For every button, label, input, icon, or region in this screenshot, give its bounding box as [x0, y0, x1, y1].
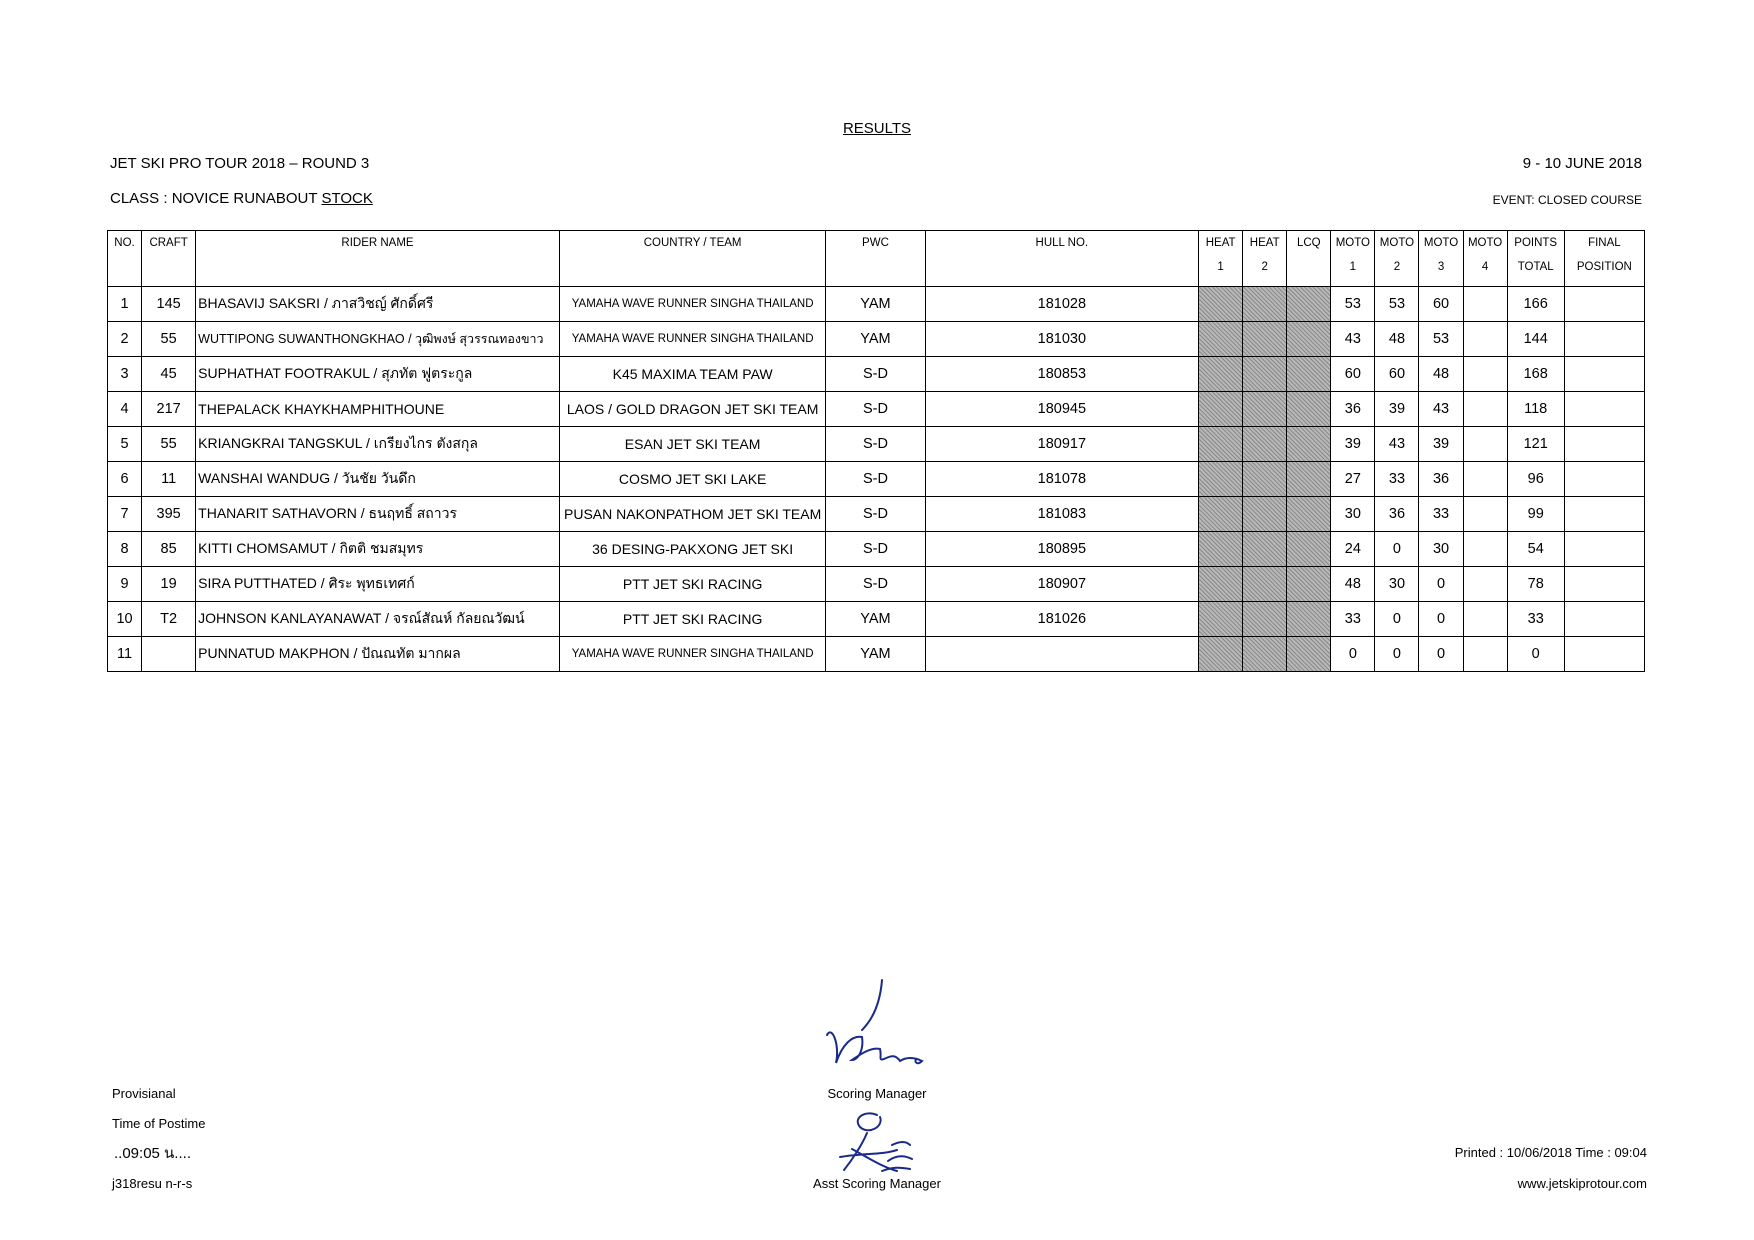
cell-hull-no: 181083 — [925, 497, 1199, 532]
cell-moto-1: 60 — [1331, 357, 1375, 392]
header-country-team: COUNTRY / TEAM — [559, 231, 826, 287]
cell-heat-2 — [1243, 392, 1287, 427]
provisional-label: Provisianal — [112, 1086, 176, 1101]
cell-points-total: 33 — [1507, 602, 1564, 637]
asst-scoring-manager-signature — [822, 1105, 932, 1177]
cell-points-total: 118 — [1507, 392, 1564, 427]
cell-heat-2 — [1243, 602, 1287, 637]
cell-no: 9 — [108, 567, 142, 602]
cell-country-team: PTT JET SKI RACING — [559, 602, 826, 637]
table-row — [108, 637, 1645, 672]
cell-pwc: S-D — [826, 532, 925, 567]
cell-heat-1 — [1199, 287, 1243, 322]
cell-final-position — [1564, 287, 1644, 322]
cell-heat-2 — [1243, 322, 1287, 357]
cell-moto-2: 0 — [1375, 637, 1419, 672]
cell-craft: 145 — [142, 287, 196, 322]
cell-moto-2: 60 — [1375, 357, 1419, 392]
cell-lcq — [1287, 567, 1331, 602]
cell-moto-2: 0 — [1375, 602, 1419, 637]
cell-points-total: 166 — [1507, 287, 1564, 322]
cell-no: 3 — [108, 357, 142, 392]
cell-moto-4 — [1463, 602, 1507, 637]
cell-pwc: YAM — [826, 602, 925, 637]
cell-lcq — [1287, 392, 1331, 427]
cell-points-total: 96 — [1507, 462, 1564, 497]
cell-lcq — [1287, 637, 1331, 672]
postime-value: ..09:05 น.... — [114, 1145, 191, 1162]
cell-moto-4 — [1463, 392, 1507, 427]
header-moto-3: MOTO 3 — [1419, 231, 1463, 287]
scoring-manager-signature — [822, 975, 932, 1085]
cell-moto-4 — [1463, 497, 1507, 532]
cell-no: 4 — [108, 392, 142, 427]
header-pwc: PWC — [826, 231, 925, 287]
cell-heat-1 — [1199, 532, 1243, 567]
table-row — [108, 567, 1645, 602]
header-moto-2: MOTO 2 — [1375, 231, 1419, 287]
cell-rider-name: THEPALACK KHAYKHAMPHITHOUNE — [196, 392, 560, 427]
cell-pwc: S-D — [826, 497, 925, 532]
table-header-row — [108, 231, 1645, 287]
header-lcq: LCQ — [1287, 231, 1331, 287]
cell-country-team: 36 DESING-PAKXONG JET SKI — [559, 532, 826, 567]
cell-pwc: YAM — [826, 637, 925, 672]
cell-country-team: LAOS / GOLD DRAGON JET SKI TEAM — [559, 392, 826, 427]
cell-craft: 55 — [142, 427, 196, 462]
cell-pwc: S-D — [826, 357, 925, 392]
cell-heat-1 — [1199, 637, 1243, 672]
cell-moto-4 — [1463, 287, 1507, 322]
cell-rider-name: PUNNATUD MAKPHON / ปัณณทัต มากผล — [196, 637, 560, 672]
cell-moto-3: 33 — [1419, 497, 1463, 532]
cell-points-total: 0 — [1507, 637, 1564, 672]
cell-moto-4 — [1463, 357, 1507, 392]
cell-final-position — [1564, 357, 1644, 392]
header-moto-1: MOTO 1 — [1331, 231, 1375, 287]
cell-hull-no — [925, 637, 1199, 672]
cell-heat-2 — [1243, 567, 1287, 602]
cell-moto-2: 53 — [1375, 287, 1419, 322]
cell-country-team: K45 MAXIMA TEAM PAW — [559, 357, 826, 392]
event-date: 9 - 10 JUNE 2018 — [1522, 155, 1642, 172]
cell-lcq — [1287, 602, 1331, 637]
cell-final-position — [1564, 602, 1644, 637]
cell-moto-1: 36 — [1331, 392, 1375, 427]
cell-lcq — [1287, 532, 1331, 567]
cell-heat-2 — [1243, 357, 1287, 392]
time-of-postime-label: Time of Postime — [112, 1116, 206, 1131]
cell-rider-name: BHASAVIJ SAKSRI / ภาสวิชญ์ ศักดิ์ศรี — [196, 287, 560, 322]
cell-country-team: PUSAN NAKONPATHOM JET SKI TEAM — [559, 497, 826, 532]
event-type: EVENT: CLOSED COURSE — [1492, 193, 1642, 207]
cell-moto-1: 33 — [1331, 602, 1375, 637]
cell-moto-4 — [1463, 532, 1507, 567]
cell-heat-1 — [1199, 462, 1243, 497]
cell-heat-1 — [1199, 497, 1243, 532]
asst-scoring-manager-label: Asst Scoring Manager — [813, 1176, 941, 1191]
cell-no: 1 — [108, 287, 142, 322]
cell-country-team: YAMAHA WAVE RUNNER SINGHA THAILAND — [559, 322, 826, 357]
cell-moto-1: 0 — [1331, 637, 1375, 672]
cell-final-position — [1564, 532, 1644, 567]
cell-heat-2 — [1243, 532, 1287, 567]
header-final-position: FINAL POSITION — [1564, 231, 1644, 287]
table-row — [108, 392, 1645, 427]
header-craft: CRAFT — [142, 231, 196, 287]
cell-hull-no: 180853 — [925, 357, 1199, 392]
cell-rider-name: SUPHATHAT FOOTRAKUL / สุภทัต ฟูตระกูล — [196, 357, 560, 392]
cell-rider-name: SIRA PUTTHATED / ศิระ พุทธเทศก์ — [196, 567, 560, 602]
postime-time: 09:05 น. — [122, 1145, 179, 1162]
cell-craft: 395 — [142, 497, 196, 532]
cell-lcq — [1287, 462, 1331, 497]
cell-hull-no: 180907 — [925, 567, 1199, 602]
cell-rider-name: WUTTIPONG SUWANTHONGKHAO / วุฒิพงษ์ สุวรรณทองขาว — [196, 322, 560, 357]
table-row — [108, 357, 1645, 392]
cell-hull-no: 180895 — [925, 532, 1199, 567]
cell-no: 5 — [108, 427, 142, 462]
cell-heat-2 — [1243, 637, 1287, 672]
cell-moto-3: 0 — [1419, 602, 1463, 637]
cell-heat-2 — [1243, 287, 1287, 322]
cell-final-position — [1564, 322, 1644, 357]
cell-heat-1 — [1199, 602, 1243, 637]
cell-no: 6 — [108, 462, 142, 497]
cell-lcq — [1287, 287, 1331, 322]
cell-rider-name: WANSHAI WANDUG / วันชัย วันดึก — [196, 462, 560, 497]
cell-points-total: 78 — [1507, 567, 1564, 602]
cell-moto-2: 48 — [1375, 322, 1419, 357]
cell-moto-4 — [1463, 567, 1507, 602]
cell-moto-2: 0 — [1375, 532, 1419, 567]
results-table — [107, 230, 1645, 672]
cell-final-position — [1564, 462, 1644, 497]
cell-lcq — [1287, 322, 1331, 357]
table-row — [108, 287, 1645, 322]
cell-craft: 217 — [142, 392, 196, 427]
event-title: JET SKI PRO TOUR 2018 – ROUND 3 — [110, 155, 370, 172]
cell-moto-3: 43 — [1419, 392, 1463, 427]
header-hull-no: HULL NO. — [925, 231, 1199, 287]
cell-lcq — [1287, 357, 1331, 392]
cell-craft: 85 — [142, 532, 196, 567]
cell-craft: 55 — [142, 322, 196, 357]
cell-moto-3: 53 — [1419, 322, 1463, 357]
table-row — [108, 462, 1645, 497]
cell-no: 8 — [108, 532, 142, 567]
cell-heat-1 — [1199, 322, 1243, 357]
cell-moto-3: 60 — [1419, 287, 1463, 322]
cell-moto-1: 43 — [1331, 322, 1375, 357]
results-body — [108, 287, 1645, 672]
cell-rider-name: KRIANGKRAI TANGSKUL / เกรียงไกร ตังสกุล — [196, 427, 560, 462]
cell-country-team: YAMAHA WAVE RUNNER SINGHA THAILAND — [559, 287, 826, 322]
cell-pwc: S-D — [826, 567, 925, 602]
cell-pwc: S-D — [826, 427, 925, 462]
cell-country-team: YAMAHA WAVE RUNNER SINGHA THAILAND — [559, 637, 826, 672]
header-moto-4: MOTO 4 — [1463, 231, 1507, 287]
cell-craft: T2 — [142, 602, 196, 637]
header-heat-2: HEAT 2 — [1243, 231, 1287, 287]
table-row — [108, 497, 1645, 532]
table-row — [108, 532, 1645, 567]
cell-hull-no: 181030 — [925, 322, 1199, 357]
cell-no: 7 — [108, 497, 142, 532]
cell-moto-2: 43 — [1375, 427, 1419, 462]
cell-moto-3: 0 — [1419, 567, 1463, 602]
cell-rider-name: THANARIT SATHAVORN / ธนฤทธิ์ สถาวร — [196, 497, 560, 532]
website: www.jetskiprotour.com — [1517, 1176, 1647, 1191]
cell-moto-3: 36 — [1419, 462, 1463, 497]
cell-heat-1 — [1199, 357, 1243, 392]
header-rider-name: RIDER NAME — [196, 231, 560, 287]
header-no: NO. — [108, 231, 142, 287]
cell-points-total: 99 — [1507, 497, 1564, 532]
cell-lcq — [1287, 497, 1331, 532]
class-line — [110, 190, 373, 207]
cell-heat-2 — [1243, 497, 1287, 532]
table-row — [108, 322, 1645, 357]
cell-country-team: ESAN JET SKI TEAM — [559, 427, 826, 462]
cell-pwc: S-D — [826, 392, 925, 427]
cell-moto-1: 27 — [1331, 462, 1375, 497]
cell-moto-4 — [1463, 322, 1507, 357]
cell-moto-2: 30 — [1375, 567, 1419, 602]
cell-craft: 45 — [142, 357, 196, 392]
cell-country-team: COSMO JET SKI LAKE — [559, 462, 826, 497]
cell-hull-no: 180917 — [925, 427, 1199, 462]
cell-moto-1: 48 — [1331, 567, 1375, 602]
cell-moto-1: 39 — [1331, 427, 1375, 462]
cell-heat-1 — [1199, 567, 1243, 602]
header-heat-1: HEAT 1 — [1199, 231, 1243, 287]
class-stock: STOCK — [321, 190, 373, 207]
cell-final-position — [1564, 567, 1644, 602]
cell-pwc: S-D — [826, 462, 925, 497]
results-title-text: RESULTS — [842, 120, 912, 137]
cell-final-position — [1564, 427, 1644, 462]
cell-hull-no: 181078 — [925, 462, 1199, 497]
cell-craft — [142, 637, 196, 672]
cell-moto-3: 48 — [1419, 357, 1463, 392]
cell-moto-3: 0 — [1419, 637, 1463, 672]
cell-moto-4 — [1463, 637, 1507, 672]
class-prefix: CLASS : NOVICE RUNABOUT — [110, 190, 322, 207]
cell-craft: 19 — [142, 567, 196, 602]
cell-moto-1: 30 — [1331, 497, 1375, 532]
cell-country-team: PTT JET SKI RACING — [559, 567, 826, 602]
cell-heat-2 — [1243, 462, 1287, 497]
cell-lcq — [1287, 427, 1331, 462]
header-points-total: POINTS TOTAL — [1507, 231, 1564, 287]
cell-moto-3: 30 — [1419, 532, 1463, 567]
table-row — [108, 427, 1645, 462]
cell-final-position — [1564, 497, 1644, 532]
cell-pwc: YAM — [826, 322, 925, 357]
cell-pwc: YAM — [826, 287, 925, 322]
cell-points-total: 168 — [1507, 357, 1564, 392]
cell-points-total: 121 — [1507, 427, 1564, 462]
cell-moto-2: 33 — [1375, 462, 1419, 497]
cell-moto-1: 24 — [1331, 532, 1375, 567]
cell-heat-1 — [1199, 392, 1243, 427]
cell-moto-4 — [1463, 462, 1507, 497]
cell-moto-2: 39 — [1375, 392, 1419, 427]
results-title — [0, 120, 1754, 137]
cell-craft: 11 — [142, 462, 196, 497]
cell-no: 2 — [108, 322, 142, 357]
cell-moto-3: 39 — [1419, 427, 1463, 462]
cell-final-position — [1564, 392, 1644, 427]
cell-hull-no: 181028 — [925, 287, 1199, 322]
cell-heat-2 — [1243, 427, 1287, 462]
scoring-manager-label: Scoring Manager — [827, 1086, 927, 1101]
cell-rider-name: JOHNSON KANLAYANAWAT / จรณ์สัณห์ กัลยณวัฒน์ — [196, 602, 560, 637]
cell-moto-4 — [1463, 427, 1507, 462]
cell-moto-1: 53 — [1331, 287, 1375, 322]
file-code: j318resu n-r-s — [112, 1176, 193, 1191]
cell-points-total: 54 — [1507, 532, 1564, 567]
printed-info: Printed : 10/06/2018 Time : 09:04 — [1454, 1145, 1647, 1160]
cell-points-total: 144 — [1507, 322, 1564, 357]
cell-heat-1 — [1199, 427, 1243, 462]
cell-moto-2: 36 — [1375, 497, 1419, 532]
table-row — [108, 602, 1645, 637]
cell-no: 11 — [108, 637, 142, 672]
cell-no: 10 — [108, 602, 142, 637]
cell-final-position — [1564, 637, 1644, 672]
cell-hull-no: 181026 — [925, 602, 1199, 637]
cell-hull-no: 180945 — [925, 392, 1199, 427]
cell-rider-name: KITTI CHOMSAMUT / กิตติ ชมสมุทร — [196, 532, 560, 567]
